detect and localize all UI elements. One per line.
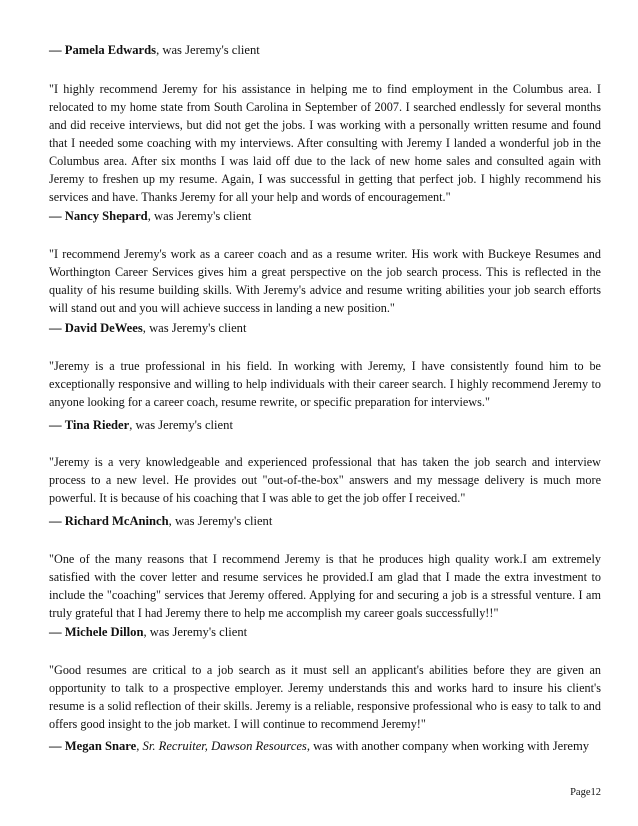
attribution-tail: , was Jeremy's client bbox=[143, 625, 248, 639]
attribution-title: Sr. Recruiter, Dawson Resources bbox=[142, 739, 307, 753]
attribution-richard-mcaninch bbox=[49, 513, 594, 529]
attribution-name: Tina Rieder bbox=[64, 418, 130, 432]
attribution-tail: , was Jeremy's client bbox=[168, 514, 273, 528]
testimonial-quote: "Jeremy is a true professional in his field. In working with Jeremy, I have consistently found him to be exceptionally responsive and willing to help individuals with their career search. I highly recommend Jeremy to anyone looking for a career coach, resume rewrite, or specific preparation for interviews." bbox=[49, 359, 601, 409]
attribution-dash: — bbox=[49, 418, 62, 432]
attribution-dash: — bbox=[49, 321, 62, 335]
attribution-name: Michele Dillon bbox=[64, 625, 144, 639]
attribution-megan-snare: — Megan Snare, Sr. Recruiter, Dawson Resources, was with another company when working with Jeremy bbox=[49, 739, 590, 753]
attribution-dash: — bbox=[49, 514, 62, 528]
attribution-name: Richard McAninch bbox=[64, 514, 169, 528]
attribution-name: David DeWees bbox=[64, 321, 143, 335]
attribution-dash: — bbox=[49, 43, 62, 57]
attribution-dash: — bbox=[49, 625, 62, 639]
attribution-tail: , was Jeremy's client bbox=[156, 43, 260, 57]
attribution-name: Nancy Shepard bbox=[64, 209, 148, 223]
attribution-name: Megan Snare bbox=[64, 739, 137, 753]
testimonial-quote: "I recommend Jeremy's work as a career coach and as a resume writer. His work with Buckeye Resumes and Worthington Career Services gives him a great perspective on the job search process. This is reflected in the quality of his resume building skills. With Jeremy's advice and resume writing abilities your job search efforts will stand out and you will achieve success in landing a new position." bbox=[49, 247, 601, 315]
testimonial-quote: "Good resumes are critical to a job search as it must sell an applicant's abilities before they are given an opportunity to talk to a prospective employer. Jeremy understands this and works hard to insure his client's resume is a solid reflection of their skills. Jeremy is a reliable, responsive professional who is easy to talk to and offers good insight to the job market. I will continue to recommend Jeremy!" bbox=[49, 663, 601, 731]
attribution-name: Pamela Edwards bbox=[64, 43, 157, 57]
testimonial-quote: "Jeremy is a very knowledgeable and experienced professional that has taken the job search and interview process to a new level. He provides out "out-of-the-box" answers and my message delivery is much more powerful. It is because of his coaching that I was able to get the job offer I received." bbox=[49, 455, 601, 505]
testimonial-quote: "One of the many reasons that I recommend Jeremy is that he produces high quality work.I am extremely satisfied with the cover letter and resume services he provided.I am glad that I made the extra investment to include the "coaching" services that Jeremy offered. Applying for and securing a job is a stressful venture. I am truly grateful that I had Jeremy there to help me accomplish my career goals successfully!!" bbox=[49, 552, 601, 620]
attribution-tail: , was with another company when working with Jeremy bbox=[306, 739, 590, 753]
attribution-michele-dillon bbox=[49, 624, 594, 640]
attribution-david-dewees bbox=[49, 320, 594, 336]
attribution-dash: — bbox=[49, 209, 62, 223]
attribution-tail: , was Jeremy's client bbox=[129, 418, 233, 432]
attribution-tina-rieder bbox=[49, 417, 594, 433]
attribution-tail: , was Jeremy's client bbox=[142, 321, 247, 335]
attribution-nancy-shepard bbox=[49, 208, 594, 224]
testimonial-quote: "I highly recommend Jeremy for his assistance in helping me to find employment in the Columbus area. I relocated to my home state from South Carolina in September of 2007. I searched endlessly for several months and did receive interviews, but did not get the jobs. I was working with a personally written resume and found that I needed some coaching with my interviews. After consulting with Jeremy I landed a wonderful job in the Columbus area. After six months I was laid off due to the lack of new home sales and consulted again with Jeremy to freshen up my resume. Again, I was successful in getting that perfect job. I highly recommend his services and have. Thanks Jeremy for all your help and words of encouragement." bbox=[49, 82, 601, 204]
attribution-dash: — bbox=[49, 739, 62, 753]
attribution-pamela-edwards bbox=[49, 42, 594, 58]
attribution-tail: , was Jeremy's client bbox=[147, 209, 252, 223]
page-number: Page12 bbox=[570, 787, 601, 798]
